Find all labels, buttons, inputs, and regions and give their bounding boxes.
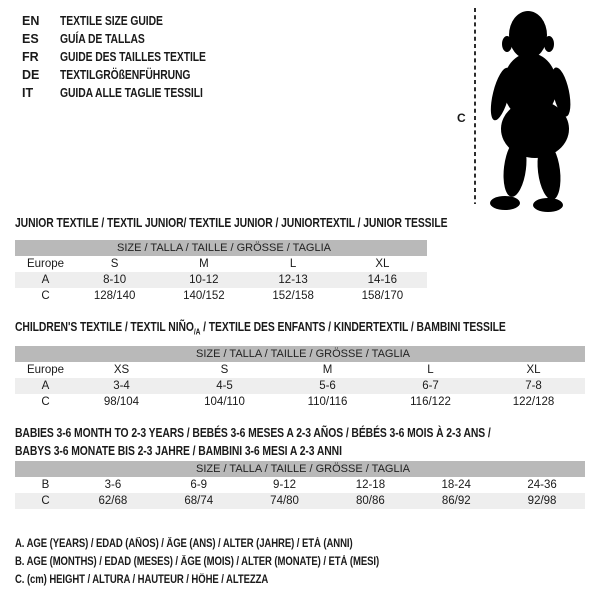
babies-title-line2: BABYS 3-6 MONATE BIS 2-3 JAHRE / BAMBINI 3-6 MESI A 2-3 ANNI: [15, 444, 342, 458]
junior-table-title: [15, 216, 536, 230]
children-size-table: [15, 346, 585, 410]
footnotes: [15, 535, 454, 589]
lang-code: ES: [22, 32, 39, 46]
size-cell: 62/68: [70, 493, 156, 509]
children-table-title: [15, 320, 600, 337]
language-header: [22, 12, 236, 102]
lang-label: TEXTILE SIZE GUIDE: [60, 14, 163, 28]
size-cell: 158/170: [361, 290, 404, 302]
size-cell: 104/110: [204, 396, 245, 408]
row-label-cell: A: [15, 272, 70, 288]
size-cell: 3-4: [70, 378, 173, 394]
size-cell: XS: [113, 364, 130, 376]
babies-size-table: [15, 461, 585, 509]
lang-label: TEXTILGRÖßENFÜHRUNG: [60, 68, 191, 82]
baby-silhouette-icon: [487, 11, 574, 212]
size-cell: 80/86: [327, 493, 413, 509]
size-cell: 110/116: [307, 396, 348, 408]
row-label-cell: A: [15, 378, 70, 394]
table-header-row: [15, 461, 585, 477]
junior-size-table: [15, 240, 427, 304]
table-row: [15, 288, 427, 304]
row-label-cell: C: [41, 290, 50, 302]
size-cell: 116/122: [410, 396, 451, 408]
lang-row-en: [22, 12, 236, 30]
row-label-cell: C: [41, 396, 50, 408]
table-row: [15, 362, 585, 378]
size-cell: 8-10: [70, 272, 159, 288]
table-row: [15, 493, 585, 509]
size-cell: 14-16: [338, 272, 427, 288]
table-header-row: [15, 346, 585, 362]
size-cell: M: [199, 258, 209, 270]
height-measure-label: C: [457, 111, 466, 125]
footnote-c: C. (cm) HEIGHT / ALTURA / HAUTEUR / HÖHE / ALTEZZA: [15, 574, 269, 586]
babies-title-line1: BABIES 3-6 MONTH TO 2-3 YEARS / BEBÉS 3-6 MESES A 2-3 AÑOS / BÉBÉS 3-6 MOIS À 2-3 ANS /: [15, 426, 491, 440]
size-cell: 7-8: [482, 378, 585, 394]
lang-row-de: [22, 66, 236, 84]
baby-silhouette-figure: [450, 0, 595, 214]
lang-code: FR: [22, 50, 39, 64]
children-title-post: / TEXTILE DES ENFANTS / KINDERTEXTIL / BAMBINI TESSILE: [200, 320, 506, 334]
size-cell: 86/92: [413, 493, 499, 509]
lang-row-fr: [22, 48, 236, 66]
size-cell: 4-5: [173, 378, 276, 394]
size-cell: 12-13: [249, 272, 338, 288]
size-cell: XL: [526, 364, 541, 376]
table-header-row: [15, 240, 427, 256]
size-cell: S: [110, 258, 119, 270]
row-label-cell: Europe: [26, 258, 65, 270]
lang-label: GUIDA ALLE TAGLIE TESSILI: [60, 86, 203, 100]
lang-code: IT: [22, 86, 34, 100]
table-row: [15, 272, 427, 288]
size-cell: 92/98: [499, 493, 585, 509]
lang-label: GUIDE DES TAILLES TEXTILE: [60, 50, 206, 64]
table-row: [15, 477, 585, 493]
table-row: [15, 378, 585, 394]
size-header-bar: SIZE / TALLA / TAILLE / GRÖSSE / TAGLIA: [15, 346, 585, 362]
size-cell: 24-36: [527, 479, 557, 491]
size-cell: L: [289, 258, 297, 270]
children-table-title-text: [15, 320, 506, 337]
size-cell: M: [322, 364, 333, 376]
row-label-cell: Europe: [26, 364, 65, 376]
junior-table-title-text: JUNIOR TEXTILE / TEXTIL JUNIOR/ TEXTILE JUNIOR / JUNIORTEXTIL / JUNIOR TESSILE: [15, 216, 448, 230]
lang-row-es: [22, 30, 236, 48]
baby-foot-right: [533, 198, 563, 212]
size-cell: 18-24: [441, 479, 471, 491]
babies-table-title: [15, 424, 588, 460]
size-cell: 128/140: [93, 290, 136, 302]
footnote-a: A. AGE (YEARS) / EDAD (AÑOS) / ÂGE (ANS) / ALTER (JAHRE) / ETÀ (ANNI): [15, 538, 353, 550]
size-cell: L: [427, 364, 434, 376]
size-cell: 9-12: [273, 479, 297, 491]
size-cell: 3-6: [104, 479, 122, 491]
size-cell: 98/104: [103, 396, 140, 408]
size-cell: 6-9: [190, 479, 208, 491]
baby-foot-left: [490, 196, 520, 210]
row-label-cell: C: [15, 493, 70, 509]
children-title-pre: CHILDREN'S TEXTILE / TEXTIL NIÑO: [15, 320, 194, 334]
lang-label: GUÍA DE TALLAS: [60, 32, 145, 46]
row-label-cell: B: [41, 479, 50, 491]
size-header-bar: SIZE / TALLA / TAILLE / GRÖSSE / TAGLIA: [15, 461, 585, 477]
baby-ear-right: [544, 36, 554, 52]
table-row: [15, 394, 585, 410]
lang-code: DE: [22, 68, 40, 82]
baby-ear-left: [502, 36, 512, 52]
size-cell: 6-7: [379, 378, 482, 394]
size-header-bar: SIZE / TALLA / TAILLE / GRÖSSE / TAGLIA: [15, 240, 427, 256]
size-cell: 10-12: [159, 272, 248, 288]
size-cell: 68/74: [156, 493, 242, 509]
size-cell: 122/128: [512, 396, 555, 408]
lang-code: EN: [22, 14, 40, 28]
size-cell: S: [220, 364, 229, 376]
children-title-sub: /A: [193, 327, 201, 337]
size-cell: 74/80: [242, 493, 328, 509]
footnote-b: B. AGE (MONTHS) / EDAD (MESES) / ÂGE (MOIS) / ALTER (MONATE) / ETÀ (MESI): [15, 556, 380, 568]
table-row: [15, 256, 427, 272]
size-cell: 5-6: [276, 378, 379, 394]
lang-row-it: [22, 84, 236, 102]
size-cell: 152/158: [272, 290, 314, 302]
size-cell: 140/152: [183, 290, 225, 302]
size-cell: XL: [375, 258, 390, 270]
size-cell: 12-18: [355, 479, 386, 491]
